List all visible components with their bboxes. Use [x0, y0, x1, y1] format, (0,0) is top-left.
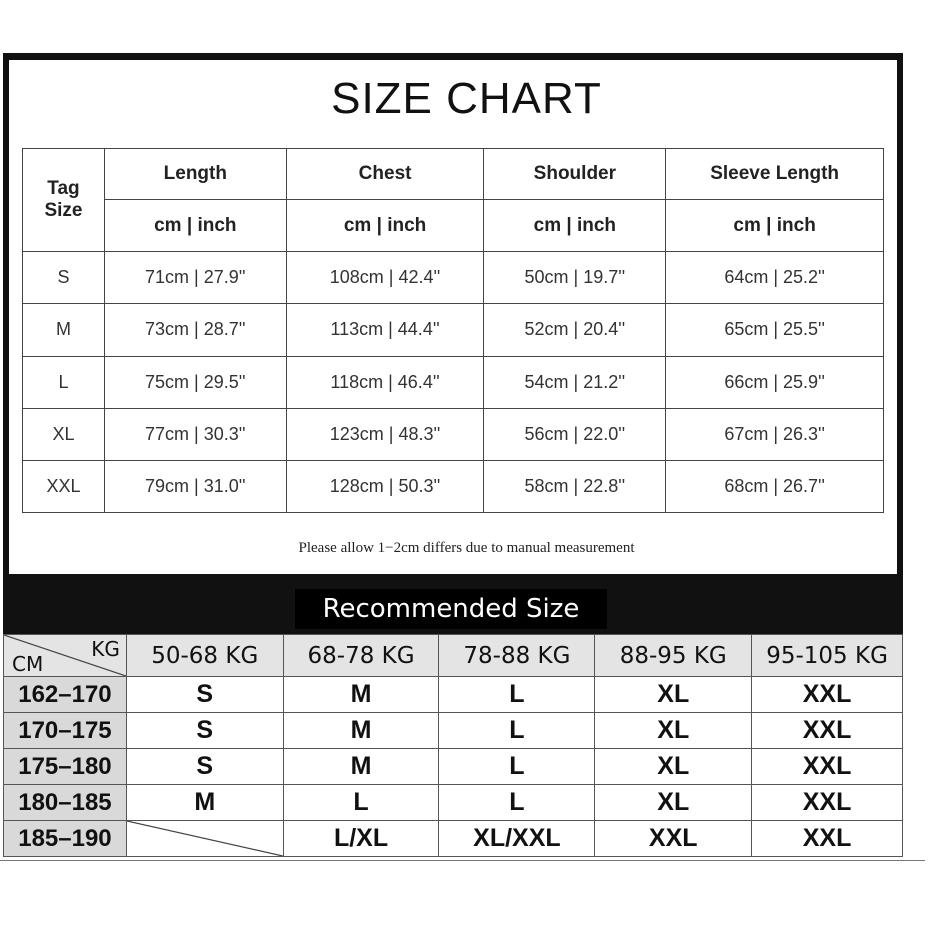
- size-cell: XL: [595, 749, 752, 785]
- size-chart-title: SIZE CHART: [331, 74, 602, 123]
- recommended-size-title: Recommended Size: [295, 589, 607, 629]
- size-cell: XXL: [752, 677, 903, 713]
- weight-header: 50-68 KG: [126, 635, 283, 677]
- length-cell: 71cm | 27.9'': [104, 252, 286, 304]
- length-cell: 79cm | 31.0'': [104, 460, 286, 512]
- weight-header: 68-78 KG: [283, 635, 439, 677]
- size-header-line2: Size: [44, 200, 83, 222]
- height-cell: 180–185: [4, 785, 127, 821]
- size-cell: L: [439, 713, 595, 749]
- size-cell: XXL: [752, 713, 903, 749]
- tag-size-cell: S: [23, 252, 105, 304]
- column-header-sleeve-length: Sleeve Length: [666, 149, 884, 200]
- table-row: [4, 713, 903, 749]
- unit-label: cm | inch: [286, 200, 484, 252]
- size-cell: S: [126, 749, 283, 785]
- table-row: [23, 408, 884, 460]
- column-header-length: Length: [104, 149, 286, 200]
- sleeve-length-cell: 67cm | 26.3'': [666, 408, 884, 460]
- tag-size-cell: M: [23, 304, 105, 356]
- table-row: [23, 252, 884, 304]
- weight-header-row: [4, 635, 903, 677]
- unit-label: cm | inch: [484, 200, 666, 252]
- size-cell: XL: [595, 677, 752, 713]
- length-cell: 73cm | 28.7'': [104, 304, 286, 356]
- shoulder-cell: 56cm | 22.0'': [484, 408, 666, 460]
- chest-cell: 113cm | 44.4'': [286, 304, 484, 356]
- tag-size-cell: XXL: [23, 460, 105, 512]
- weight-header: 88-95 KG: [595, 635, 752, 677]
- size-cell: L: [283, 785, 439, 821]
- unit-label: cm | inch: [666, 200, 884, 252]
- length-cell: 75cm | 29.5'': [104, 356, 286, 408]
- chest-cell: 118cm | 46.4'': [286, 356, 484, 408]
- shoulder-cell: 58cm | 22.8'': [484, 460, 666, 512]
- height-cell: 170–175: [4, 713, 127, 749]
- table-row: [4, 785, 903, 821]
- weight-header: 78-88 KG: [439, 635, 595, 677]
- table-row: [23, 460, 884, 512]
- tag-size-header: [23, 149, 105, 252]
- height-cell: 185–190: [4, 821, 127, 857]
- size-cell: S: [126, 677, 283, 713]
- diagonal-line: [127, 821, 283, 856]
- size-cell: L: [439, 785, 595, 821]
- table-row: [23, 356, 884, 408]
- sleeve-length-cell: 66cm | 25.9'': [666, 356, 884, 408]
- size-cell: M: [283, 749, 439, 785]
- table-row: [23, 304, 884, 356]
- tag-header-line1: Tag: [47, 178, 80, 200]
- size-cell: M: [126, 785, 283, 821]
- sleeve-length-cell: 65cm | 25.5'': [666, 304, 884, 356]
- weight-header: 95-105 KG: [752, 635, 903, 677]
- table-row: [4, 749, 903, 785]
- unit-label: cm | inch: [104, 200, 286, 252]
- size-cell: L: [439, 749, 595, 785]
- size-cell: M: [283, 677, 439, 713]
- shoulder-cell: 52cm | 20.4'': [484, 304, 666, 356]
- size-cell: M: [283, 713, 439, 749]
- sleeve-length-cell: 68cm | 26.7'': [666, 460, 884, 512]
- height-cell: 175–180: [4, 749, 127, 785]
- measurement-note: Please allow 1−2cm differs due to manual measurement: [298, 540, 635, 556]
- shoulder-cell: 50cm | 19.7'': [484, 252, 666, 304]
- not-applicable-cell: [126, 821, 283, 857]
- length-cell: 77cm | 30.3'': [104, 408, 286, 460]
- size-cell: XL/XXL: [439, 821, 595, 857]
- sleeve-length-cell: 64cm | 25.2'': [666, 252, 884, 304]
- chest-cell: 108cm | 42.4'': [286, 252, 484, 304]
- size-cell: XL: [595, 785, 752, 821]
- column-header-shoulder: Shoulder: [484, 149, 666, 200]
- chest-cell: 128cm | 50.3'': [286, 460, 484, 512]
- size-cell: XL: [595, 713, 752, 749]
- size-cell: XXL: [595, 821, 752, 857]
- size-cell: L: [439, 677, 595, 713]
- height-cell: 162–170: [4, 677, 127, 713]
- size-cell: XXL: [752, 749, 903, 785]
- chest-cell: 123cm | 48.3'': [286, 408, 484, 460]
- size-chart-table: [22, 148, 884, 513]
- recommended-size-table: [3, 634, 903, 857]
- height-axis-label: CM: [12, 652, 44, 676]
- size-cell: S: [126, 713, 283, 749]
- table-row: [4, 821, 903, 857]
- column-header-chest: Chest: [286, 149, 484, 200]
- size-cell: XXL: [752, 785, 903, 821]
- size-cell: XXL: [752, 821, 903, 857]
- tag-size-cell: L: [23, 356, 105, 408]
- bottom-divider: [0, 860, 925, 861]
- corner-cell: [4, 635, 127, 677]
- shoulder-cell: 54cm | 21.2'': [484, 356, 666, 408]
- tag-size-cell: XL: [23, 408, 105, 460]
- size-cell: L/XL: [283, 821, 439, 857]
- table-row: [4, 677, 903, 713]
- weight-axis-label: KG: [91, 637, 120, 661]
